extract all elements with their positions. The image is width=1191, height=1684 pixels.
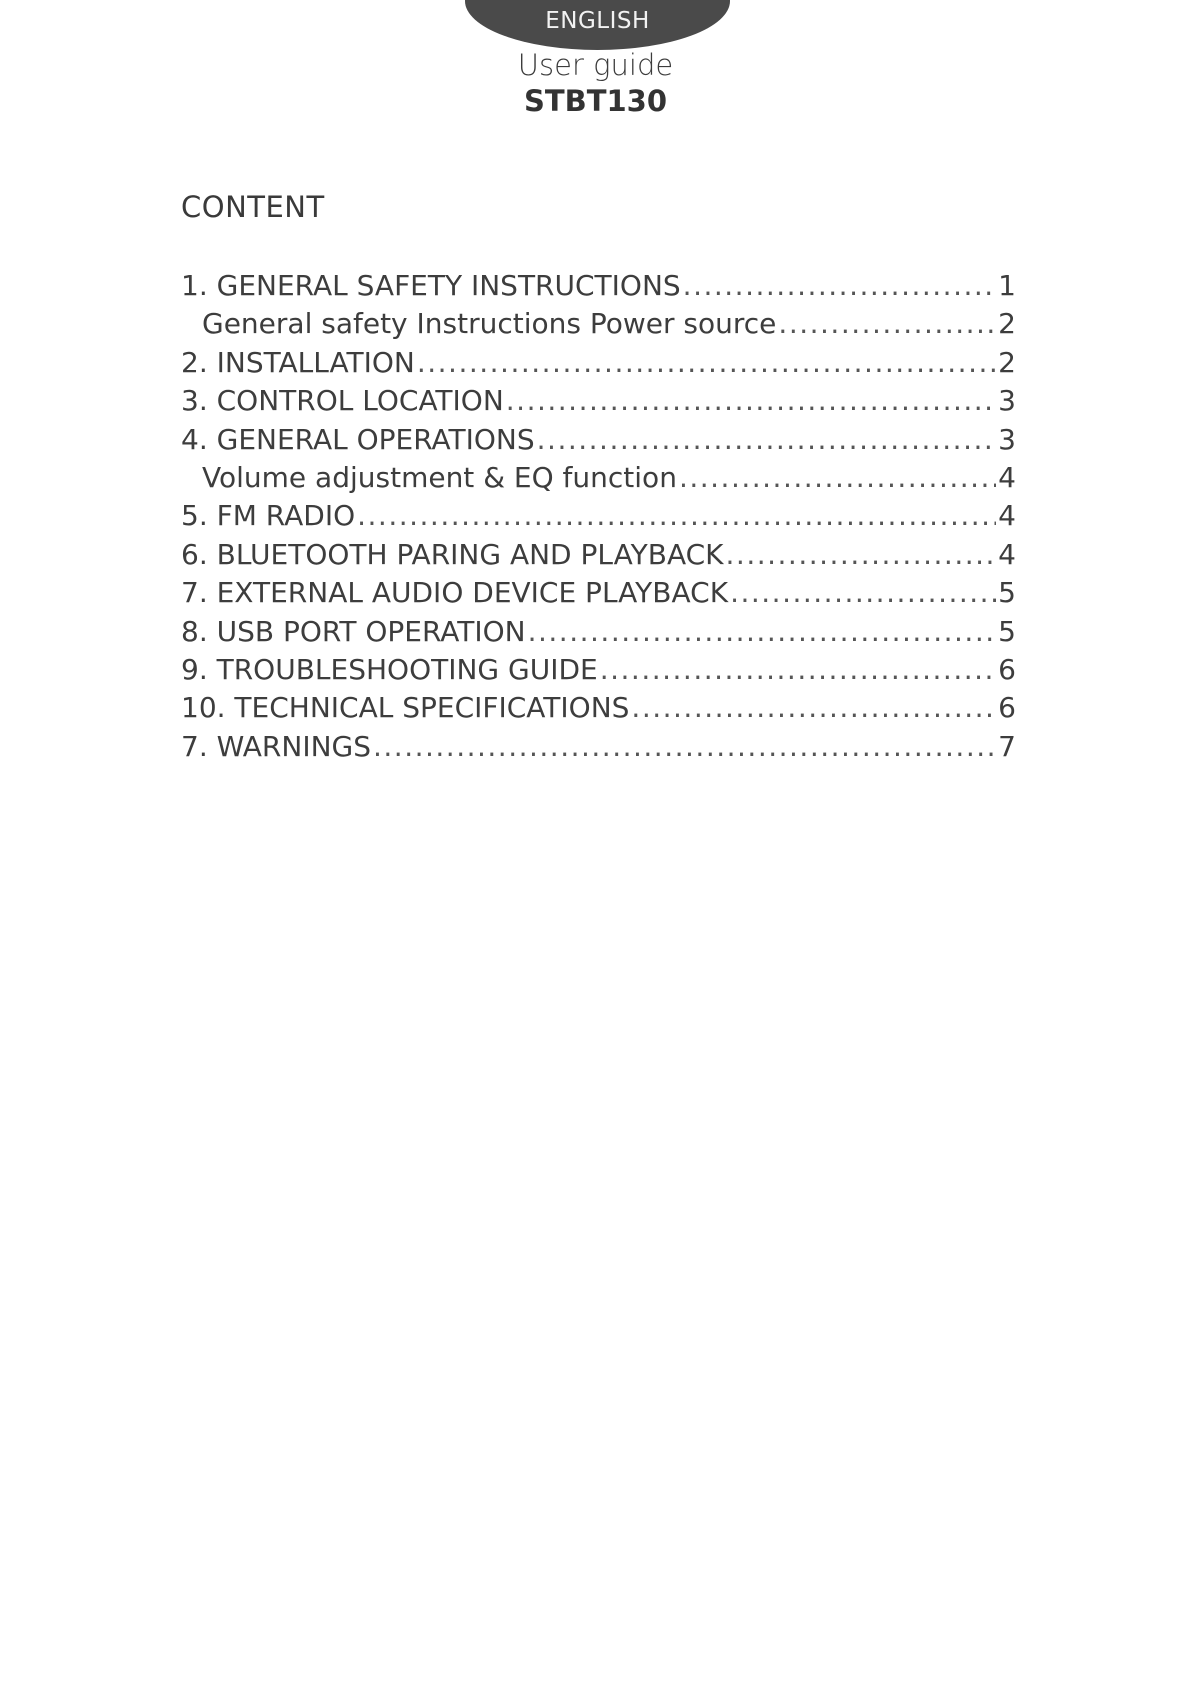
toc-entry[interactable] [181,691,1016,729]
language-tab [465,0,730,50]
table-of-contents [181,269,1016,768]
toc-entry-title: 8. USB PORT OPERATION [181,614,526,648]
toc-entry-page: 3 [998,422,1016,456]
dot-leader [778,307,996,340]
toc-entry-title: 7. EXTERNAL AUDIO DEVICE PLAYBACK [181,576,729,610]
toc-entry-page: 3 [998,384,1016,418]
toc-entry-page: 2 [998,307,1016,341]
dot-leader [417,346,996,379]
dot-leader [506,384,996,417]
toc-entry[interactable] [181,346,1016,384]
toc-entry[interactable] [181,499,1016,537]
toc-entry-title: 2. INSTALLATION [181,345,415,379]
dot-leader [726,538,997,571]
toc-entry-page: 1 [998,269,1016,302]
language-tab-label: ENGLISH [545,8,650,34]
toc-entry-page: 5 [998,614,1016,648]
toc-entry-page: 6 [998,691,1016,725]
dot-leader [373,730,996,763]
dot-leader [600,653,996,686]
toc-entry-page: 4 [998,499,1016,533]
toc-entry-title: 4. GENERAL OPERATIONS [181,422,535,456]
toc-entry-page: 6 [998,652,1016,686]
toc-entry-page: 7 [998,729,1016,763]
toc-entry-title: 6. BLUETOOTH PARING AND PLAYBACK [181,537,724,571]
toc-entry-page: 4 [998,460,1016,494]
toc-entry[interactable] [181,653,1016,691]
dot-leader [679,461,996,494]
toc-entry-page: 5 [998,576,1016,610]
toc-entry-title: 5. FM RADIO [181,499,356,533]
model-number: STBT130 [523,84,668,118]
toc-entry[interactable] [181,538,1016,576]
toc-entry-title: 3. CONTROL LOCATION [181,384,504,418]
toc-entry-title: 9. TROUBLESHOOTING GUIDE [181,652,598,686]
document-type: User guide [517,48,674,82]
toc-entry-page: 2 [998,345,1016,379]
toc-entry[interactable] [181,730,1016,768]
toc-subentry[interactable] [181,461,1016,499]
toc-entry-title: 7. WARNINGS [181,729,371,763]
toc-entry-title: 1. GENERAL SAFETY INSTRUCTIONS [181,269,681,302]
toc-entry[interactable] [181,615,1016,653]
toc-heading: CONTENT [181,190,325,224]
dot-leader [537,423,997,456]
toc-entry-title: 10. TECHNICAL SPECIFICATIONS [181,691,630,725]
toc-entry-title: Volume adjustment & EQ function [202,460,677,494]
toc-entry[interactable] [181,269,1016,307]
dot-leader [528,615,997,648]
toc-entry[interactable] [181,384,1016,422]
toc-entry-title: General safety Instructions Power source [202,307,777,341]
dot-leader [631,691,996,724]
dot-leader [683,269,997,302]
dot-leader [730,576,996,609]
dot-leader [357,499,996,532]
toc-subentry[interactable] [181,307,1016,345]
toc-entry[interactable] [181,423,1016,461]
toc-entry[interactable] [181,576,1016,614]
toc-entry-page: 4 [998,537,1016,571]
